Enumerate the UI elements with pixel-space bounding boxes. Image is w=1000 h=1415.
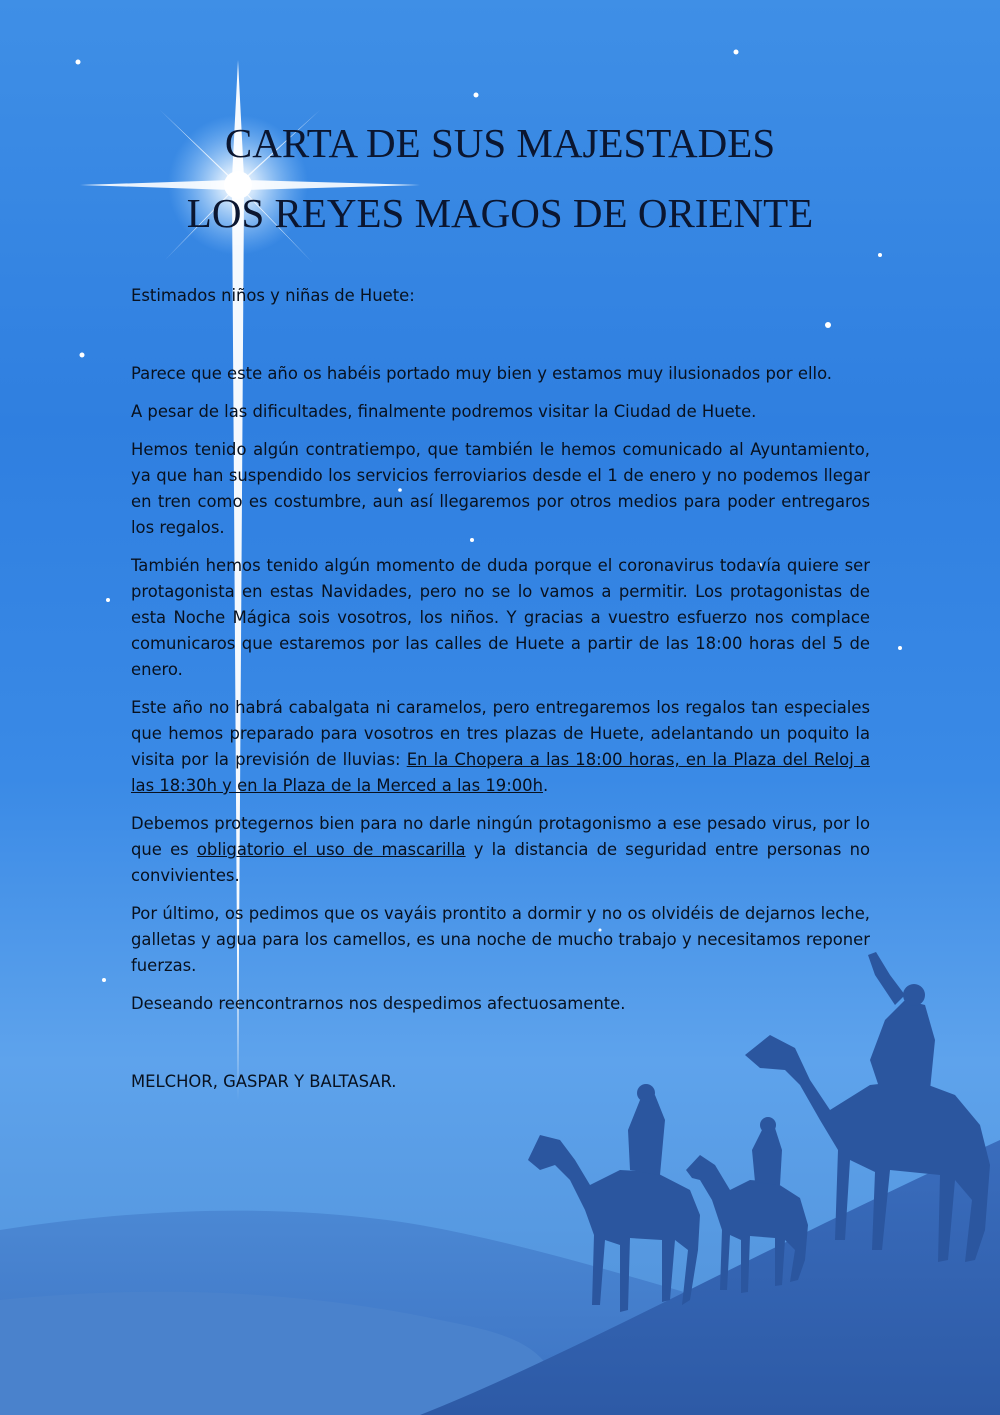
paragraph-6 [131,811,870,889]
mask-requirement-underlined: obligatorio el uso de mascarilla [196,840,466,859]
paragraph-3: Hemos tenido algún contratiempo, que también le hemos comunicado al Ayuntamiento, ya que han suspendido los servicios ferroviarios desde el 1 de enero y no podemos llegar en tren como es costumbre, aun así llegaremos por otros medios para poder entregaros los regalos. [131,440,870,537]
paragraph-4: También hemos tenido algún momento de duda porque el coronavirus todavía quiere ser protagonista en estas Navidades, pero no se lo vamos a permitir. Los protagonistas de esta Noche Mágica sois vosotros, los niños. Y gracias a vuestro esfuerzo nos complace comunicaros que estaremos por las calles de Huete a partir de las 18:00 horas del 5 de enero. [131,556,870,679]
paragraph-7: Por último, os pedimos que os vayáis prontito a dormir y no os olvidéis de dejarnos leche, galletas y agua para los camellos, es una noche de mucho trabajo y necesitamos reponer fuerzas. [131,904,870,975]
paragraph-2: A pesar de las dificultades, finalmente podremos visitar la Ciudad de Huete. [131,402,757,421]
paragraph-5-end: . [542,776,549,795]
signature: MELCHOR, GASPAR Y BALTASAR. [131,1072,397,1091]
schedule-underlined: En la Chopera a las 18:00 horas, en la Plaza del Reloj a las 18:30h y en la Plaza de la Merced a las 19:00h [131,750,870,795]
paragraph-6-end: y la distancia de seguridad entre personas no convivientes. [131,840,870,885]
paragraph-5-text: Este año no habrá cabalgata ni caramelos, pero entregaremos los regalos tan especiales que hemos preparado para vosotros en tres plazas de Huete, adelantando un poquito la visita por la previsión de lluvias: [131,698,870,769]
title-line-1: CARTA DE SUS MAJESTADES [224,120,776,166]
paragraph-5 [131,695,870,799]
title-line-2: LOS REYES MAGOS DE ORIENTE [186,190,814,236]
letter-title [0,108,1000,248]
paragraph-6-text: Debemos protegernos bien para no darle ningún protagonismo a ese pesado virus, por lo que es [131,814,870,859]
letter-body [131,283,870,1107]
paragraph-8: Deseando reencontrarnos nos despedimos afectuosamente. [131,994,626,1013]
paragraph-1: Parece que este año os habéis portado muy bien y estamos muy ilusionados por ello. [131,364,833,383]
greeting: Estimados niños y niñas de Huete: [131,286,415,305]
